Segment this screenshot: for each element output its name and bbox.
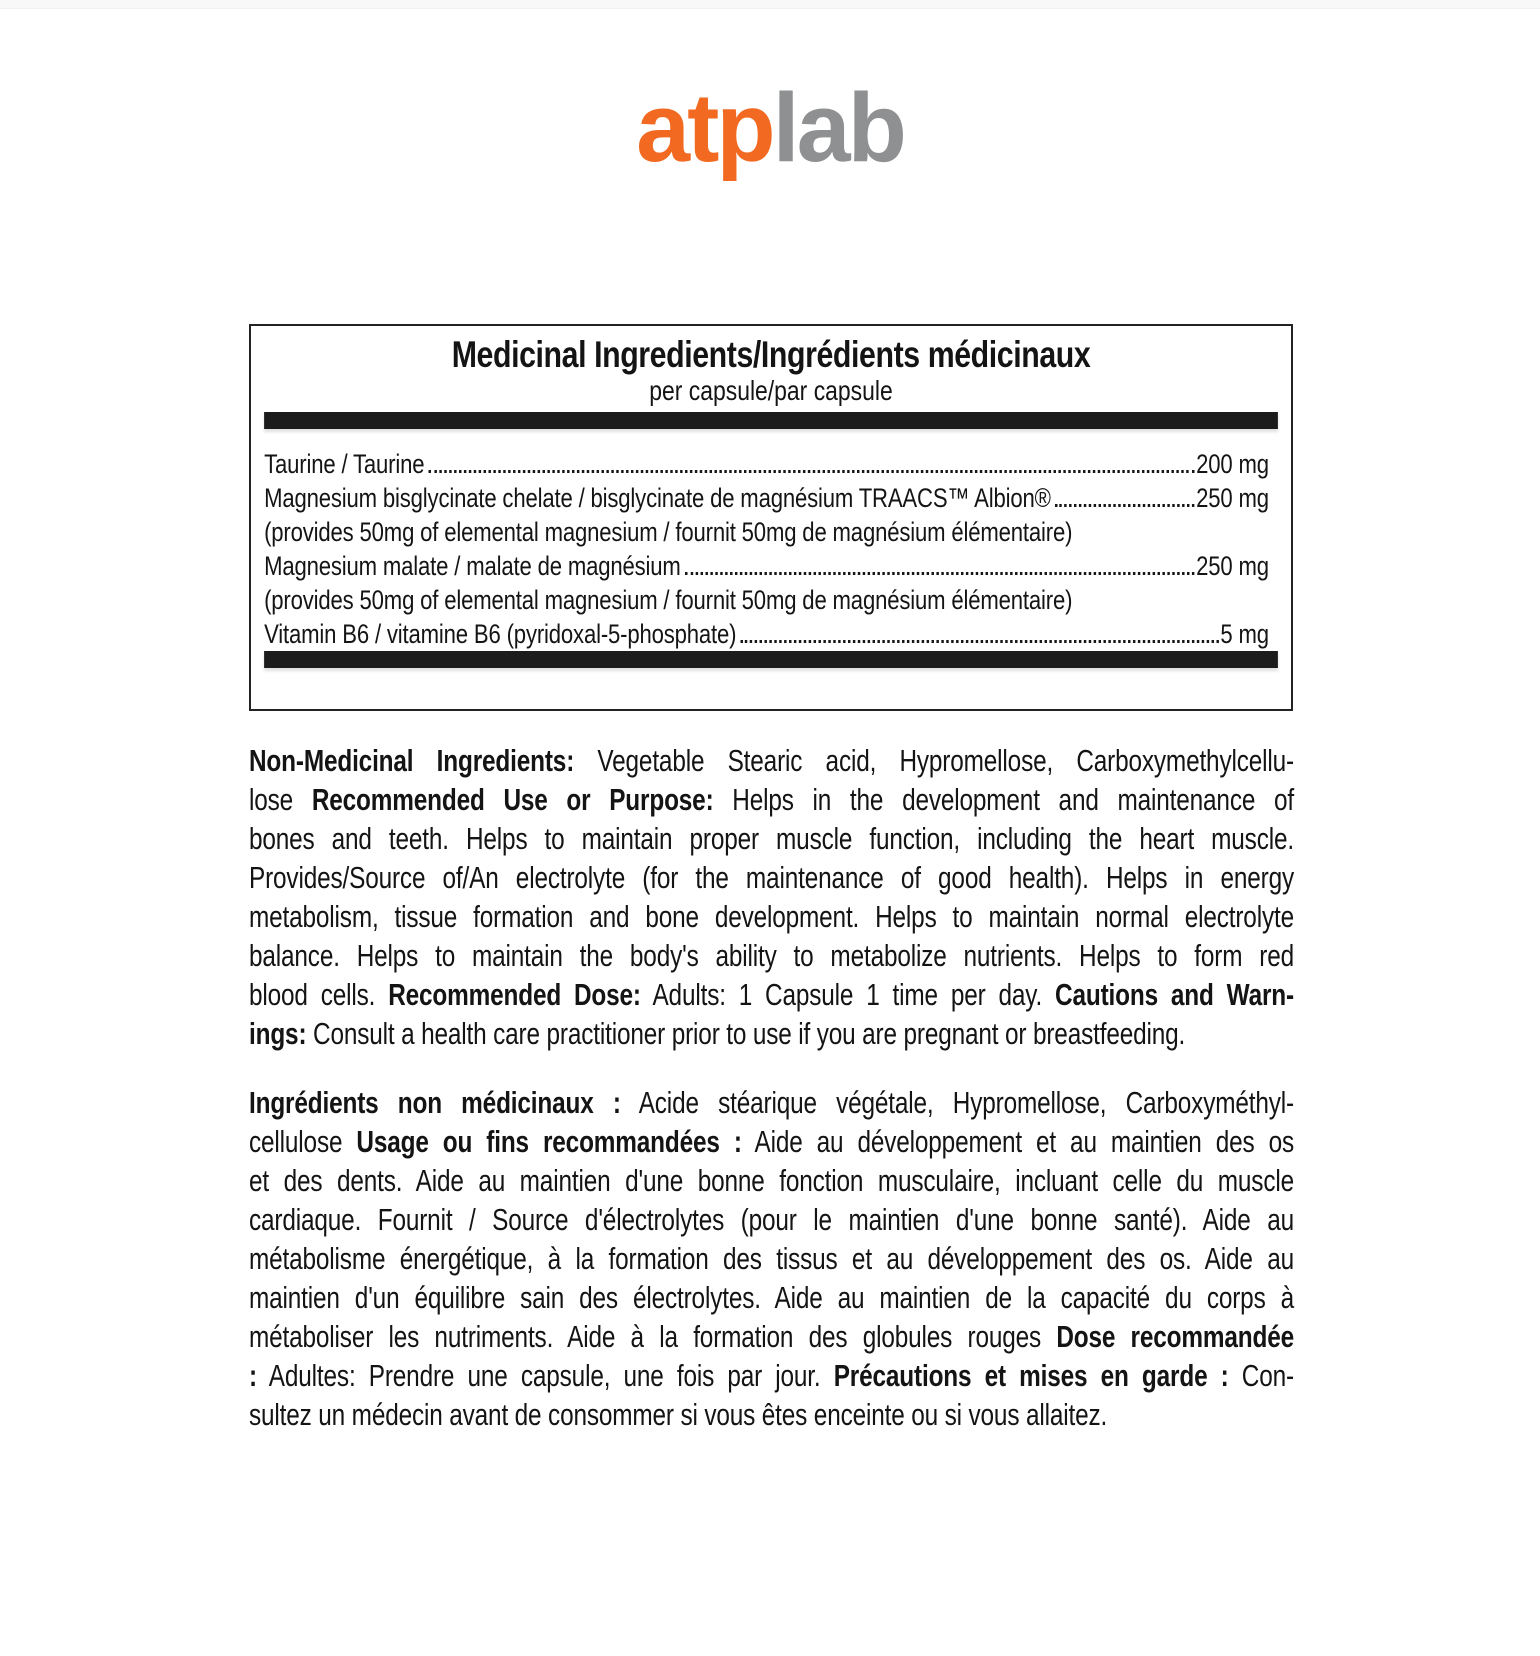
ingredient-name: Magnesium bisglycinate chelate / bisglycinate de magnésium TRAACS™ Albion® [264,483,1051,513]
ingredient-amount: 5 mg [1220,619,1269,649]
ingredient-amount: 250 mg [1196,483,1269,513]
ingredient-row [264,447,1269,481]
text-line: Ingrédients non médicinaux : Acide stéarique végétale, Hypromellose, Carboxyméthyl- [249,1085,1294,1120]
dot-leader [685,572,1195,575]
dot-leader [740,640,1218,643]
ingredient-list [264,447,1269,651]
text-line: lose Recommended Use or Purpose: Helps in the development and maintenance of [249,782,1294,817]
text-line: metabolism, tissue formation and bone development. Helps to maintain normal electrolyte [249,899,1294,934]
text-line: maintien d'un équilibre sain des électrolytes. Aide au maintien de la capacité du corps à [249,1280,1294,1315]
brand-logo-lab: lab [772,73,904,182]
ingredient-amount: 200 mg [1196,449,1269,479]
text-line: bones and teeth. Helps to maintain proper muscle function, including the heart muscle. [249,821,1294,856]
paragraph-content [249,741,1294,1053]
medicinal-ingredients-panel [249,324,1293,711]
dot-leader [428,470,1194,473]
ingredient-name: Taurine / Taurine [264,449,425,479]
ingredient-amount: 250 mg [1196,551,1269,581]
info-paragraph-en [249,741,1294,1053]
panel-subtitle: per capsule/par capsule [649,375,893,406]
panel-content [251,334,1291,668]
ingredient-name: Magnesium malate / malate de magnésium [264,551,681,581]
ingredient-note: (provides 50mg of elemental magnesium / fournit 50mg de magnésium élémentaire) [264,517,1073,547]
ingredient-row [264,617,1269,651]
text-line: Non-Medicinal Ingredients: Vegetable Stearic acid, Hypromellose, Carboxymethylcellu- [249,743,1294,778]
text-line: balance. Helps to maintain the body's ability to metabolize nutrients. Helps to form red [249,938,1294,973]
text-line: blood cells. Recommended Dose: Adults: 1 Capsule 1 time per day. Cautions and Warn- [249,977,1294,1012]
text-line: métabolisme énergétique, à la formation des tissus et au développement des os. Aide au [249,1241,1294,1276]
brand-logo [0,73,1540,182]
ingredient-note: (provides 50mg of elemental magnesium / fournit 50mg de magnésium élémentaire) [264,585,1073,615]
info-paragraph-fr [249,1083,1294,1434]
panel-title: Medicinal Ingredients/Ingrédients médicinaux [451,334,1091,375]
paragraph-content [249,1083,1294,1434]
text-line: cardiaque. Fournit / Source d'électrolytes (pour le maintien d'une bonne santé). Aide au [249,1202,1294,1237]
divider-bar-top [264,412,1278,429]
text-line: Provides/Source of/An electrolyte (for the maintenance of good health). Helps in energy [249,860,1294,895]
page-top-edge [0,0,1540,9]
text-line: ings: Consult a health care practitioner prior to use if you are pregnant or breastfeeding. [249,1016,1186,1051]
text-line: sultez un médecin avant de consommer si vous êtes enceinte ou si vous allaitez. [249,1397,1108,1432]
divider-bar-bottom [264,651,1278,668]
ingredient-row [264,549,1269,583]
ingredient-row [264,481,1269,515]
text-line: cellulose Usage ou fins recommandées : Aide au développement et au maintien des os [249,1124,1294,1159]
text-line: et des dents. Aide au maintien d'une bonne fonction musculaire, incluant celle du muscle [249,1163,1294,1198]
text-line: : Adultes: Prendre une capsule, une fois par jour. Précautions et mises en garde : Con- [249,1358,1294,1393]
dot-leader [1055,504,1195,507]
ingredient-name: Vitamin B6 / vitamine B6 (pyridoxal-5-phosphate) [264,619,737,649]
brand-logo-atp: atp [636,73,773,182]
text-line: métaboliser les nutriments. Aide à la formation des globules rouges Dose recommandée [249,1319,1294,1354]
